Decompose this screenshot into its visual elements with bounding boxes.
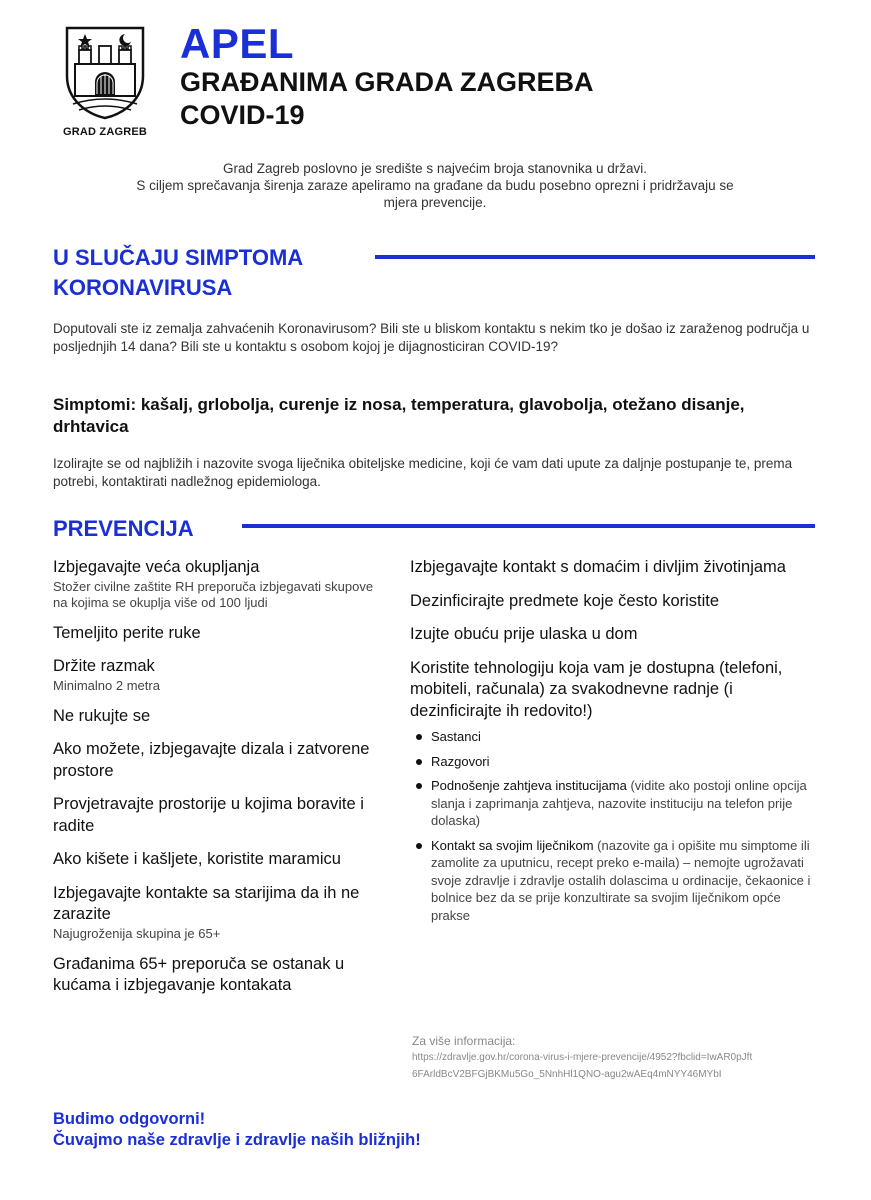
prevention-item-title: Izbjegavajte kontakt s domaćim i divljim životinjama <box>410 558 786 576</box>
prevention-item <box>53 623 383 645</box>
intro-line-3: mjera prevencije. <box>383 195 487 210</box>
prevention-heading-rule <box>242 524 815 528</box>
more-info-url-line-2[interactable]: 6FArldBcV2BFGjBKMu5Go_5NnhHl1QNO-agu2wAEq4mNYY46MYbI <box>412 1069 722 1080</box>
prevention-item <box>410 557 820 579</box>
prevention-item <box>410 591 820 613</box>
intro-text <box>40 160 830 211</box>
symptom-question-text: Doputovali ste iz zemalja zahvaćenih Koronavirusom? Bili ste u bliskom kontaktu s nekim tko je došao iz zaraženog područja u posljednjih 14 dana? Bili ste u kontaktu s osobom kojoj je dijagnosticiran COVID-19? <box>53 321 810 354</box>
bullet-item <box>414 728 820 746</box>
prevention-item-note: Stožer civilne zaštite RH preporuča izbjegavati skupove na kojima se okuplja više od 100 ljudi <box>53 578 374 610</box>
prevention-left-column <box>53 557 383 1009</box>
footer-message <box>53 1109 421 1151</box>
prevention-item-title: Izujte obuću prije ulaska u dom <box>410 625 638 643</box>
intro-line-2: S ciljem sprečavanja širenja zaraze apeliramo na građane da budu posebno oprezni i pridržavaju se <box>136 178 734 193</box>
prevention-item-title: Ako možete, izbjegavajte dizala i zatvorene prostore <box>53 740 370 780</box>
title-subtitle-1: GRAĐANIMA GRADA ZAGREBA <box>180 67 594 97</box>
prevention-item <box>53 656 383 694</box>
more-info-url-line-1[interactable]: https://zdravlje.gov.hr/corona-virus-i-mjere-prevencije/4952?fbclid=IwAR0pJft <box>412 1052 753 1063</box>
prevention-item <box>410 624 820 646</box>
prevention-item-note: Najugroženija skupina je 65+ <box>53 925 221 941</box>
prevention-item-title: Držite razmak <box>53 657 155 675</box>
prevention-item <box>53 739 383 782</box>
bullet-item <box>414 837 820 925</box>
symptoms-heading-line-2: KORONAVIRUSA <box>53 275 233 300</box>
footer-line-2: Čuvajmo naše zdravlje i zdravlje naših bližnjih! <box>53 1131 421 1149</box>
prevention-item <box>53 557 383 611</box>
prevention-item <box>53 954 383 997</box>
zagreb-coat-of-arms-icon <box>61 24 149 120</box>
bullet-strong: Podnošenje zahtjeva institucijama <box>431 778 627 793</box>
prevention-item-title: Temeljito perite ruke <box>53 623 201 642</box>
intro-line-1: Grad Zagreb poslovno je središte s najvećim broja stanovnika u državi. <box>223 161 647 176</box>
prevention-item-title: Građanima 65+ preporuča se ostanak u kućama i izbjegavanje kontakata <box>53 954 345 994</box>
technology-bullet-list <box>410 728 820 924</box>
bullet-strong: Kontakt sa svojim liječnikom <box>431 837 594 853</box>
prevention-item <box>53 706 383 728</box>
prevention-item <box>53 794 383 837</box>
symptoms-heading <box>53 243 303 303</box>
title-subtitle-2: COVID-19 <box>180 100 305 130</box>
page-title <box>180 22 593 132</box>
bullet-rest: (nazovite ga i opišite mu simptome ili zamolite za uputnicu, recept preko e-maila) – nemojte ugrožavati svoje zdravlje i zdravlje ostalih dolascima u ordinacije, čekaonice i bolnice bez da se prije konzultirate sa svojim liječnikom opće prakse <box>431 837 811 923</box>
footer-line-1: Budimo odgovorni! <box>53 1110 206 1128</box>
symptoms-heading-line-1: U SLUČAJU SIMPTOMA <box>53 245 304 270</box>
prevention-item-title: Ne rukujte se <box>53 706 151 725</box>
prevention-item-title: Izbjegavajte veća okupljanja <box>53 558 260 576</box>
prevention-right-column <box>410 557 820 931</box>
bullet-item <box>414 753 820 771</box>
prevention-item-title: Ako kišete i kašljete, koristite maramicu <box>53 850 341 868</box>
prevention-item <box>53 849 383 871</box>
more-info <box>412 1033 822 1083</box>
bullet-strong: Sastanci <box>431 729 481 744</box>
prevention-item <box>53 883 383 942</box>
bullet-item <box>414 777 820 830</box>
prevention-item-note: Minimalno 2 metra <box>53 677 160 693</box>
prevention-item <box>410 658 820 925</box>
city-logo <box>50 24 160 138</box>
prevention-item-title: Koristite tehnologiju koja vam je dostupna (telefoni, mobiteli, računala) za svakodnevne radnje (i dezinficirajte ih redovito!) <box>410 658 783 720</box>
logo-text: GRAD ZAGREB <box>62 126 148 138</box>
prevention-item-title: Dezinficirajte predmete koje često koristite <box>410 591 720 610</box>
more-info-label: Za više informacija: <box>412 1034 516 1048</box>
prevention-heading: PREVENCIJA <box>53 516 194 541</box>
prevention-item-title: Izbjegavajte kontakte sa starijima da ih ne zarazite <box>53 883 360 923</box>
title-apel: APEL <box>180 20 295 67</box>
isolate-instructions: Izolirajte se od najbližih i nazovite svoga liječnika obiteljske medicine, koji će vam dati upute za daljnje postupanje te, prema potrebi, kontaktirati nadležnog epidemiologa. <box>53 456 793 489</box>
more-info-link[interactable] <box>412 1049 822 1083</box>
prevention-item-title: Provjetravajte prostorije u kojima boravite i radite <box>53 795 364 835</box>
symptoms-heading-rule <box>375 255 815 259</box>
symptoms-list-text: Simptomi: kašalj, grlobolja, curenje iz nosa, temperatura, glavobolja, otežano disanje, drhtavica <box>53 395 745 436</box>
bullet-strong: Razgovori <box>431 753 490 769</box>
bullet-rest: (vidite ako postoji online opcija slanja i zaprimanja zahtjeva, nazovite instituciju na telefon prije dolaska) <box>431 778 807 828</box>
